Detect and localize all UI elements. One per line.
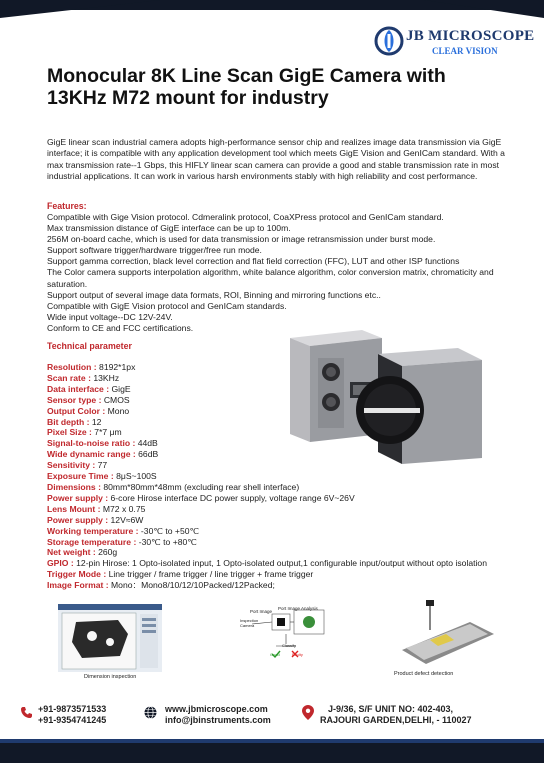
- spec-value: M72 x 0.75: [102, 503, 146, 514]
- feature-item: Conform to CE and FCC certifications.: [47, 322, 194, 333]
- features-list: [47, 212, 522, 334]
- spec-key: Signal-to-noise ratio :: [47, 438, 138, 449]
- spec-row: [47, 482, 517, 493]
- spec-key: Trigger Mode :: [47, 569, 109, 580]
- spec-key: Power supply :: [47, 514, 111, 525]
- product-defect-caption: Product defect detection: [394, 671, 454, 677]
- spec-row: [47, 547, 517, 558]
- features-heading: Features:: [47, 201, 87, 211]
- spec-key: Power supply :: [47, 492, 111, 503]
- top-right-corner-decoration: [424, 0, 544, 18]
- website-link[interactable]: www.jbmicroscope.com: [165, 704, 268, 714]
- spec-value: CMOS: [103, 394, 130, 405]
- spec-row: [47, 504, 517, 515]
- spec-value: 8192*1px: [99, 362, 136, 372]
- spec-key: Storage temperature :: [47, 536, 139, 547]
- flow-good-label: Good: [270, 652, 280, 657]
- spec-key: Working temperature :: [47, 525, 141, 536]
- spec-row: [47, 537, 517, 548]
- brand-name: JB MICROSCOPE: [406, 28, 535, 44]
- brand-tagline: CLEAR VISION: [432, 46, 498, 56]
- spec-key: Pixel Size :: [47, 427, 95, 438]
- contact-footer: [0, 694, 544, 740]
- spec-value: 12: [91, 416, 102, 427]
- dimension-inspection-caption: Dimension inspection: [84, 674, 137, 680]
- top-left-corner-decoration: [0, 0, 160, 18]
- address-line-1: J-9/36, S/F UNIT NO: 402-403,: [328, 704, 454, 714]
- spec-row: [47, 515, 517, 526]
- phone-number-1[interactable]: +91-9873571533: [38, 704, 107, 714]
- spec-value: 8μS~100S: [116, 471, 157, 482]
- address-line-2: RAJOURI GARDEN,DELHI, - 110027: [320, 715, 472, 725]
- spec-value: Mono: [107, 405, 130, 416]
- feature-item: 256M on-board cache, which is used for data transmission or image retransmission under burst mode.: [47, 234, 436, 245]
- spec-value: 44dB: [137, 438, 158, 449]
- phone-number-2[interactable]: +91-9354741245: [38, 715, 107, 725]
- spec-key: Net weight :: [47, 547, 99, 558]
- spec-value: 12-pin Hirose: 1 Opto-isolated input, 1 Opto-isolated output,1 configurable input/output without opto isolation: [76, 558, 487, 569]
- spec-value: Mono：Mono8/10/12/10Packed/12Packed;: [111, 580, 275, 591]
- spec-value: -30℃ to +80℃: [138, 536, 197, 547]
- spec-key: Exposure Time :: [47, 471, 117, 482]
- spec-value: 66dB: [138, 449, 159, 460]
- spec-key: Lens Mount :: [47, 503, 103, 514]
- spec-key: Image Format :: [47, 580, 111, 591]
- spec-key: Scan rate :: [47, 372, 94, 383]
- spec-key: Wide dynamic range :: [47, 449, 139, 460]
- spec-value: 80mm*80mm*48mm (excluding rear shell interface): [103, 481, 300, 492]
- spec-key: Resolution :: [47, 362, 100, 372]
- flow-classify-label: Classify: [282, 643, 297, 648]
- spec-key: Sensitivity :: [47, 460, 98, 471]
- spec-row: [47, 526, 517, 537]
- spec-value: 77: [97, 460, 108, 471]
- feature-item: Wide input voltage--DC 12V-24V.: [47, 311, 173, 322]
- phone-icon: [20, 706, 33, 719]
- spec-key: Sensor type :: [47, 394, 104, 405]
- spec-row: [47, 558, 517, 569]
- feature-item: Compatible with Gige Vision protocol. Cdmeralink protocol, CoaXPress protocol and GenICam standard.: [47, 212, 444, 222]
- spec-key: Bit depth :: [47, 416, 92, 427]
- spec-value: -30℃ to +50℃: [140, 525, 200, 536]
- email-link[interactable]: info@jbinstruments.com: [165, 715, 271, 725]
- spec-row: [47, 471, 517, 482]
- flow-analysis-label: Port Image Analysis: [278, 606, 318, 611]
- tech-parameter-heading: Technical parameter: [47, 341, 132, 351]
- bottom-band: [0, 743, 544, 763]
- flow-port-image-label: Port Image: [250, 609, 273, 614]
- spec-value: 260g: [98, 547, 118, 558]
- spec-key: Output Color :: [47, 405, 108, 416]
- spec-key: Dimensions :: [47, 481, 104, 492]
- intro-paragraph: GigE linear scan industrial camera adopts high-performance sensor chip and realizes image data transmission via GigE interface; it is compatible with any application development tool which meets GigE Vision and GenICam standard. With a max transmission rate--1 Gbps, this HIFLY linear scan camera can provide a good and stable transmission rate in most industrial applications. It can work in various harsh environments stably with high reliability and cost performance.: [47, 137, 505, 182]
- spec-row: [47, 569, 517, 580]
- product-defect-detection-image: [400, 600, 496, 672]
- page-title: Monocular 8K Line Scan GigE Camera with 13KHz M72 mount for industry: [47, 65, 446, 109]
- flow-faulty-label: Faulty: [292, 652, 303, 657]
- dimension-inspection-image: [58, 604, 162, 672]
- globe-icon: [144, 706, 157, 719]
- feature-item: Compatible with GigE Vision protocol and GenICam standards.: [47, 300, 287, 311]
- feature-item: The Color camera supports interpolation algorithm, white balance algorithm, color conversion matrix, chromaticity and saturation.: [47, 267, 494, 289]
- spec-value: 7*7 μm: [94, 427, 122, 438]
- feature-item: Max transmission distance of GigE interface can be up to 100m.: [47, 223, 291, 234]
- spec-row: [47, 580, 517, 591]
- spec-value: Line trigger / frame trigger / line trigger + frame trigger: [108, 569, 314, 580]
- spec-row: [47, 493, 517, 504]
- feature-item: Support software trigger/hardware trigger/free run mode.: [47, 245, 262, 256]
- spec-key: Data interface :: [47, 383, 112, 394]
- spec-value: 6-core Hirose interface DC power supply, voltage range 6V~26V: [110, 492, 355, 503]
- logo-mark-icon: [374, 26, 404, 56]
- location-pin-icon: [302, 705, 314, 720]
- brand-logo: [374, 26, 534, 60]
- spec-value: 13KHz: [93, 372, 120, 383]
- feature-item: Support output of several image data formats, ROI, Binning and mirroring functions etc..: [47, 289, 381, 300]
- spec-key: GPIO :: [47, 558, 77, 569]
- spec-value: GigE: [111, 383, 131, 394]
- spec-value: 12V≈6W: [110, 514, 144, 525]
- product-camera-image: [282, 330, 522, 465]
- flow-camera-label: Inspection Camera: [240, 618, 259, 628]
- feature-item: Support gamma correction, black level correction and flat field correction (FFC), LUT and other ISP functions: [47, 256, 460, 267]
